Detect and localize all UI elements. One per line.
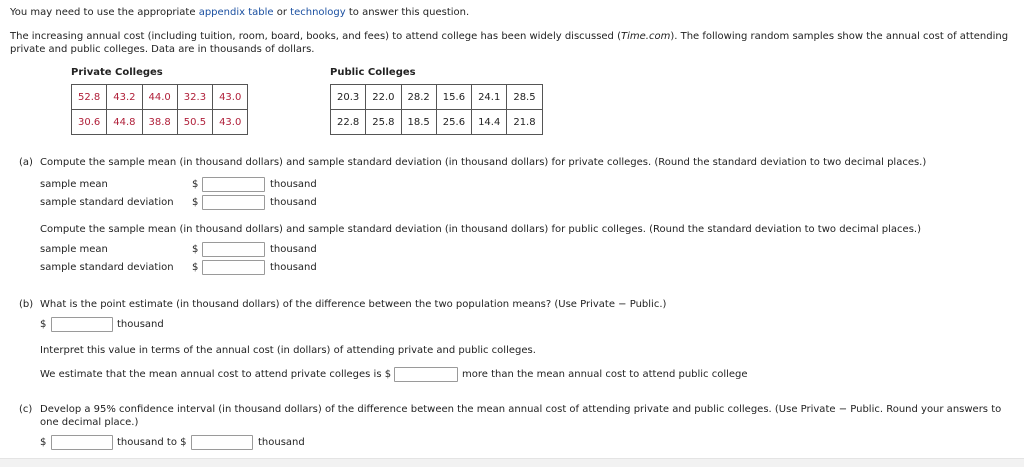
public-mean-label: sample mean — [40, 244, 108, 255]
table-cell: 25.8 — [366, 110, 401, 135]
table-cell: 52.8 — [72, 85, 107, 110]
part-b-question: What is the point estimate (in thousand dollars) of the difference between the two population means? (Use Private − Public.) — [40, 299, 667, 310]
table-cell: 50.5 — [177, 110, 212, 135]
private-colleges-table — [71, 84, 248, 135]
private-table-title: Private Colleges — [71, 67, 163, 78]
table-cell: 28.2 — [401, 85, 436, 110]
table-cell: 22.8 — [331, 110, 366, 135]
ci-lower-input[interactable] — [51, 435, 113, 450]
public-table-row — [331, 85, 543, 110]
private-table-row — [72, 110, 248, 135]
table-cell: 28.5 — [507, 85, 542, 110]
table-cell: 21.8 — [507, 110, 542, 135]
intro-prefix: You may need to use the appropriate — [10, 7, 199, 18]
table-cell: 43.0 — [213, 110, 248, 135]
private-sd-label: sample standard deviation — [40, 197, 174, 208]
problem-text-after: ). The following random samples show the annual cost of attending private and public colleges. Data are in thousands of dollars. — [10, 31, 1009, 55]
intro-line — [10, 7, 469, 18]
part-a-question-private: Compute the sample mean (in thousand dollars) and sample standard deviation (in thousand dollars) for private colleges. (Round the standard deviation to two decimal places.) — [40, 157, 927, 168]
problem-statement — [10, 30, 1014, 56]
ci-lower-currency: $ — [40, 437, 47, 448]
table-cell: 43.0 — [213, 85, 248, 110]
table-cell: 24.1 — [472, 85, 507, 110]
private-mean-currency: $ — [192, 179, 199, 190]
dollars-difference-input[interactable] — [394, 367, 458, 382]
estimate-sentence-prefix: We estimate that the mean annual cost to attend private colleges is $ — [40, 369, 392, 380]
table-cell: 30.6 — [72, 110, 107, 135]
public-sd-unit: thousand — [270, 262, 317, 273]
table-cell: 20.3 — [331, 85, 366, 110]
intro-mid: or — [273, 7, 291, 18]
public-colleges-table — [330, 84, 543, 135]
table-cell: 44.0 — [142, 85, 177, 110]
private-sd-currency: $ — [192, 197, 199, 208]
table-cell: 43.2 — [107, 85, 142, 110]
part-a-question-public: Compute the sample mean (in thousand dollars) and sample standard deviation (in thousand dollars) for public colleges. (Round the standard deviation to two decimal places.) — [40, 224, 921, 235]
public-table-row — [331, 110, 543, 135]
ci-middle-label: thousand to $ — [117, 437, 187, 448]
table-cell: 14.4 — [472, 110, 507, 135]
estimate-sentence-suffix: more than the mean annual cost to attend public college — [462, 369, 748, 380]
table-cell: 22.0 — [366, 85, 401, 110]
technology-link[interactable]: technology — [290, 7, 346, 18]
public-mean-input[interactable] — [202, 242, 265, 257]
ci-upper-unit: thousand — [258, 437, 305, 448]
ci-upper-input[interactable] — [191, 435, 253, 450]
intro-suffix: to answer this question. — [345, 7, 470, 18]
problem-text-before: The increasing annual cost (including tuition, room, board, books, and fees) to attend college has been widely discussed ( — [10, 31, 621, 42]
interpret-prompt: Interpret this value in terms of the annual cost (in dollars) of attending private and public colleges. — [40, 345, 536, 356]
private-table-row — [72, 85, 248, 110]
public-sd-currency: $ — [192, 262, 199, 273]
private-mean-input[interactable] — [202, 177, 265, 192]
public-table-title: Public Colleges — [330, 67, 416, 78]
point-estimate-input[interactable] — [51, 317, 113, 332]
private-sd-unit: thousand — [270, 197, 317, 208]
table-cell: 44.8 — [107, 110, 142, 135]
public-sd-label: sample standard deviation — [40, 262, 174, 273]
part-c-question-line1: Develop a 95% confidence interval (in thousand dollars) of the difference between the mean annual cost of attending private and public colleges. (Use Private − Public. Round your answers to — [40, 404, 1002, 415]
part-c-question-line2: one decimal place.) — [40, 417, 139, 428]
appendix-table-link[interactable]: appendix table — [198, 7, 274, 18]
part-c-label: (c) — [19, 404, 33, 415]
estimate-currency: $ — [40, 319, 47, 330]
table-cell: 25.6 — [436, 110, 471, 135]
public-mean-unit: thousand — [270, 244, 317, 255]
part-b-label: (b) — [19, 299, 34, 310]
table-cell: 38.8 — [142, 110, 177, 135]
source-citation: Time.com — [621, 31, 671, 42]
public-mean-currency: $ — [192, 244, 199, 255]
public-sd-input[interactable] — [202, 260, 265, 275]
estimate-unit: thousand — [117, 319, 164, 330]
private-sd-input[interactable] — [202, 195, 265, 210]
private-mean-unit: thousand — [270, 179, 317, 190]
table-cell: 15.6 — [436, 85, 471, 110]
table-cell: 18.5 — [401, 110, 436, 135]
table-cell: 32.3 — [177, 85, 212, 110]
part-a-label: (a) — [19, 157, 33, 168]
private-mean-label: sample mean — [40, 179, 108, 190]
